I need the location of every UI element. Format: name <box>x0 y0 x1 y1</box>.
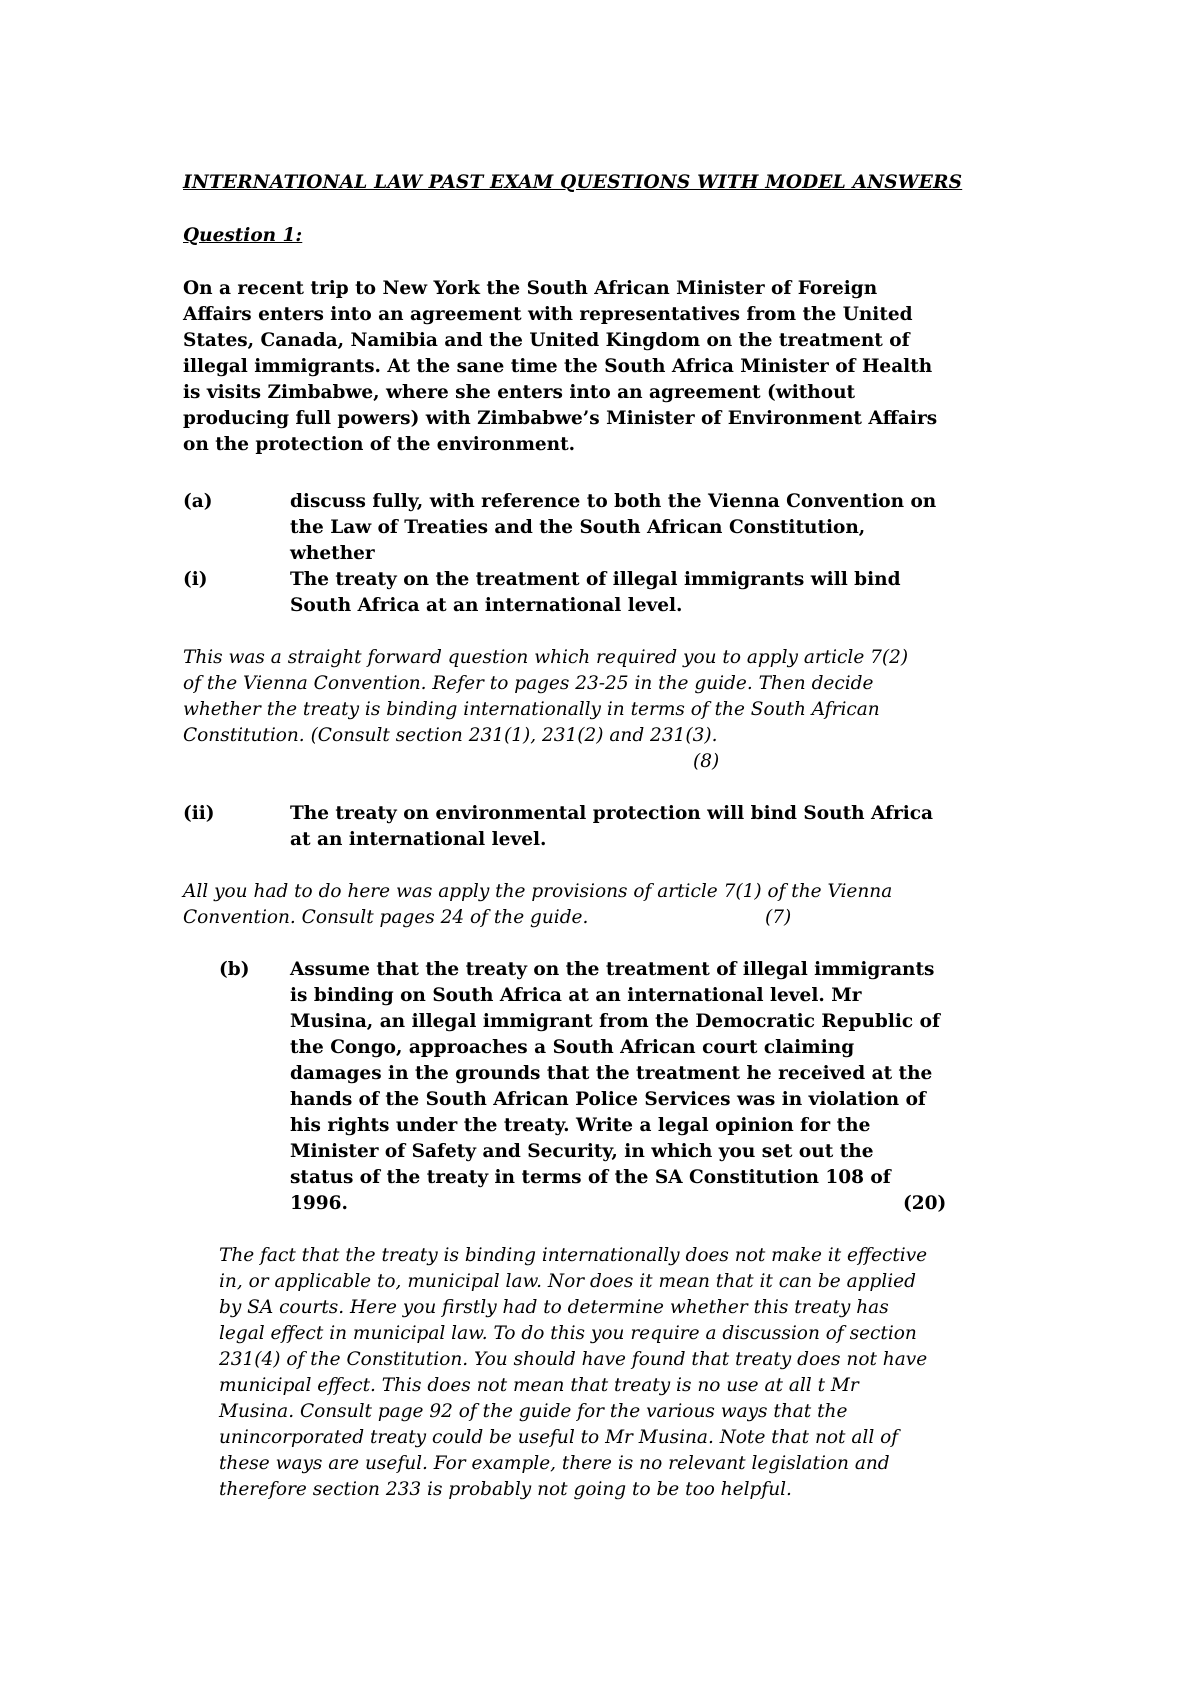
part-b-line: his rights under the treaty. Write a legal opinion for the <box>290 1115 871 1136</box>
answer-a-i-marks: (8) <box>693 751 720 772</box>
answer-b-line: Musina. Consult page 92 of the guide for the various ways that the <box>219 1401 848 1422</box>
answer-b-line: The fact that the treaty is binding internationally does not make it effective <box>219 1245 928 1266</box>
part-b-label: (b) <box>219 959 250 980</box>
part-b-line: hands of the South African Police Services was in violation of <box>290 1089 926 1110</box>
answer-a-i-line: whether the treaty is binding internationally in terms of the South African <box>183 699 880 720</box>
part-b-line: the Congo, approaches a South African court claiming <box>290 1037 855 1058</box>
part-a-line: the Law of Treaties and the South African Constitution, <box>290 517 866 538</box>
part-a-i-line: South Africa at an international level. <box>290 595 683 616</box>
part-a-line: whether <box>290 543 375 564</box>
part-b-line: Assume that the treaty on the treatment of illegal immigrants <box>290 959 935 980</box>
scenario-line: on the protection of the environment. <box>183 434 576 455</box>
answer-b-line: legal effect in municipal law. To do this you require a discussion of section <box>219 1323 917 1344</box>
part-b-marks: (20) <box>903 1193 947 1214</box>
question-heading: Question 1: <box>183 225 303 246</box>
part-b-line: 1996. <box>290 1193 348 1214</box>
part-b-line: Minister of Safety and Security, in which you set out the <box>290 1141 874 1162</box>
answer-a-ii-line: Convention. Consult pages 24 of the guide. <box>183 907 589 928</box>
document-title: INTERNATIONAL LAW PAST EXAM QUESTIONS WITH MODEL ANSWERS <box>183 172 963 193</box>
part-a-text <box>290 489 936 567</box>
answer-a-ii-marks: (7) <box>765 907 792 928</box>
answer-a-i-line: Constitution. (Consult section 231(1), 231(2) and 231(3). <box>183 725 718 746</box>
part-a-i-label: (i) <box>183 569 208 590</box>
part-a-i-text <box>290 567 901 619</box>
scenario-line: illegal immigrants. At the sane time the South Africa Minister of Health <box>183 356 933 377</box>
answer-b-line: municipal effect. This does not mean that treaty is no use at all t Mr <box>219 1375 859 1396</box>
part-a-label: (a) <box>183 491 213 512</box>
part-b-line: damages in the grounds that the treatment he received at the <box>290 1063 933 1084</box>
answer-b-line: 231(4) of the Constitution. You should have found that treaty does not have <box>219 1349 928 1370</box>
scenario-line: is visits Zimbabwe, where she enters into an agreement (without <box>183 382 856 403</box>
part-a-ii-label: (ii) <box>183 803 215 824</box>
answer-b-line: in, or applicable to, municipal law. Nor does it mean that it can be applied <box>219 1271 916 1292</box>
part-b-line: status of the treaty in terms of the SA Constitution 108 of <box>290 1167 891 1188</box>
answer-b-line: by SA courts. Here you firstly had to determine whether this treaty has <box>219 1297 889 1318</box>
answer-b-line: unincorporated treaty could be useful to Mr Musina. Note that not all of <box>219 1427 899 1448</box>
scenario-line: producing full powers) with Zimbabwe’s Minister of Environment Affairs <box>183 408 938 429</box>
scenario-paragraph <box>183 276 937 458</box>
part-a-ii-line: The treaty on environmental protection will bind South Africa <box>290 803 934 824</box>
answer-a-i-line: This was a straight forward question which required you to apply article 7(2) <box>183 647 909 668</box>
scenario-line: States, Canada, Namibia and the United Kingdom on the treatment of <box>183 330 910 351</box>
answer-a-i <box>183 645 908 749</box>
part-a-ii-text <box>290 801 933 853</box>
part-b-text <box>290 957 940 1217</box>
scenario-line: Affairs enters into an agreement with representatives from the United <box>183 304 913 325</box>
part-a-i-line: The treaty on the treatment of illegal immigrants will bind <box>290 569 901 590</box>
part-b-line: Musina, an illegal immigrant from the Democratic Republic of <box>290 1011 940 1032</box>
answer-a-i-line: of the Vienna Convention. Refer to pages 23-25 in the guide. Then decide <box>183 673 874 694</box>
answer-a-ii-line: All you had to do here was apply the provisions of article 7(1) of the Vienna <box>183 881 893 902</box>
part-a-line: discuss fully, with reference to both the Vienna Convention on <box>290 491 937 512</box>
answer-b <box>219 1243 927 1503</box>
part-b-line: is binding on South Africa at an international level. Mr <box>290 985 862 1006</box>
answer-b-line: these ways are useful. For example, there is no relevant legislation and <box>219 1453 890 1474</box>
part-a-ii-line: at an international level. <box>290 829 547 850</box>
scenario-line: On a recent trip to New York the South African Minister of Foreign <box>183 278 878 299</box>
answer-b-line: therefore section 233 is probably not going to be too helpful. <box>219 1479 792 1500</box>
